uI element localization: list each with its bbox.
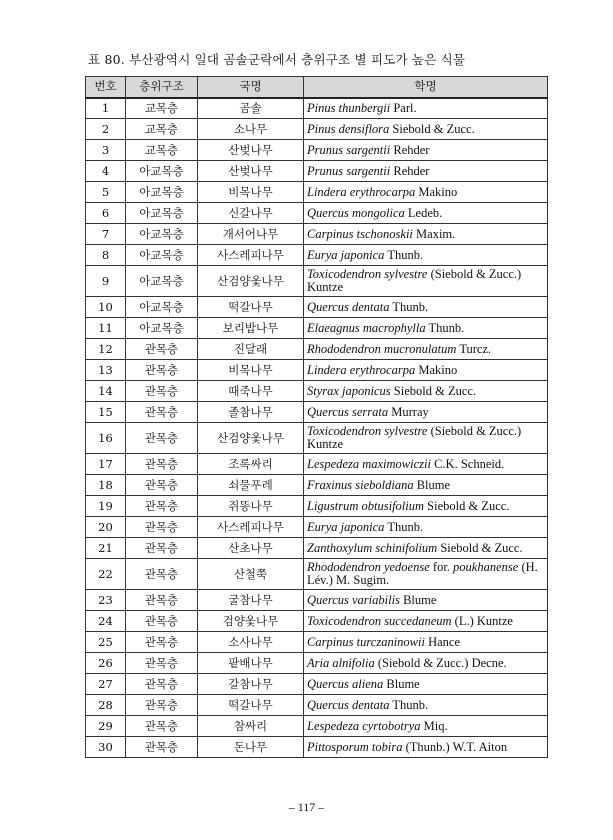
row-layer: 아교목층 bbox=[126, 182, 198, 203]
row-layer: 교목층 bbox=[126, 140, 198, 161]
row-scientific-name bbox=[304, 423, 548, 454]
scientific-name-italic: Quercus dentata bbox=[307, 299, 390, 314]
row-korean-name: 산검양옻나무 bbox=[198, 423, 304, 454]
table-row bbox=[86, 402, 548, 423]
table-row bbox=[86, 182, 548, 203]
table-row bbox=[86, 266, 548, 297]
row-number: 9 bbox=[86, 266, 126, 297]
scientific-author: Ledeb. bbox=[404, 205, 443, 220]
row-korean-name: 떡갈나무 bbox=[198, 695, 304, 716]
row-korean-name: 보리밥나무 bbox=[198, 318, 304, 339]
row-layer: 관목층 bbox=[126, 454, 198, 475]
row-number: 19 bbox=[86, 496, 126, 517]
header-scientific-name: 학명 bbox=[304, 77, 548, 98]
table-row bbox=[86, 360, 548, 381]
row-scientific-name bbox=[304, 140, 548, 161]
scientific-author: Blume bbox=[413, 477, 451, 492]
scientific-author: Blume bbox=[383, 676, 420, 691]
row-scientific-name bbox=[304, 517, 548, 538]
row-korean-name: 돈나무 bbox=[198, 737, 304, 758]
table-row bbox=[86, 98, 548, 119]
scientific-name-italic: poukhanense bbox=[453, 560, 519, 574]
row-number: 18 bbox=[86, 475, 126, 496]
row-korean-name: 굴참나무 bbox=[198, 590, 304, 611]
scientific-author: Siebold & Zucc. bbox=[437, 540, 523, 555]
table-row bbox=[86, 161, 548, 182]
row-layer: 아교목층 bbox=[126, 297, 198, 318]
scientific-author: (Siebold & Zucc.) Kuntze bbox=[307, 424, 522, 451]
scientific-author: Parl. bbox=[390, 100, 417, 115]
row-layer: 관목층 bbox=[126, 632, 198, 653]
scientific-name-italic: Pinus densiflora bbox=[307, 121, 390, 136]
scientific-name-italic: Prunus sargentii bbox=[307, 142, 391, 157]
row-layer: 관목층 bbox=[126, 590, 198, 611]
row-layer: 아교목층 bbox=[126, 203, 198, 224]
row-korean-name: 검양옻나무 bbox=[198, 611, 304, 632]
row-scientific-name bbox=[304, 538, 548, 559]
row-layer: 관목층 bbox=[126, 339, 198, 360]
row-layer: 아교목층 bbox=[126, 161, 198, 182]
table-row bbox=[86, 737, 548, 758]
header-layer: 층위구조 bbox=[126, 77, 198, 98]
scientific-name-italic: Fraxinus sieboldiana bbox=[307, 477, 414, 492]
header-korean-name: 국명 bbox=[198, 77, 304, 98]
table-row bbox=[86, 339, 548, 360]
row-number: 20 bbox=[86, 517, 126, 538]
row-scientific-name bbox=[304, 182, 548, 203]
row-layer: 아교목층 bbox=[126, 266, 198, 297]
row-korean-name: 갈참나무 bbox=[198, 674, 304, 695]
row-korean-name: 개서어나무 bbox=[198, 224, 304, 245]
row-scientific-name bbox=[304, 203, 548, 224]
scientific-name-italic: Aria alnifolia bbox=[307, 655, 375, 670]
scientific-author: Siebold & Zucc. bbox=[390, 383, 477, 398]
row-number: 26 bbox=[86, 653, 126, 674]
row-scientific-name bbox=[304, 590, 548, 611]
row-number: 28 bbox=[86, 695, 126, 716]
table-row bbox=[86, 119, 548, 140]
scientific-name-italic: Lindera erythrocarpa bbox=[307, 184, 416, 199]
table-row bbox=[86, 653, 548, 674]
scientific-name-italic: Lindera erythrocarpa bbox=[307, 362, 416, 377]
scientific-name-italic: Rhododendron yedoense bbox=[307, 560, 430, 574]
scientific-author: Rehder bbox=[390, 142, 430, 157]
scientific-name-italic: Pinus thunbergii bbox=[307, 100, 391, 115]
row-korean-name: 산검양옻나무 bbox=[198, 266, 304, 297]
scientific-name-italic: Elaeagnus macrophylla bbox=[307, 320, 426, 335]
scientific-author: (Thunb.) W.T. Aiton bbox=[402, 739, 508, 754]
table-header bbox=[86, 77, 548, 98]
plant-table bbox=[85, 76, 548, 758]
row-layer: 관목층 bbox=[126, 674, 198, 695]
row-korean-name: 소사나무 bbox=[198, 632, 304, 653]
row-number: 23 bbox=[86, 590, 126, 611]
row-layer: 교목층 bbox=[126, 119, 198, 140]
row-korean-name: 비목나무 bbox=[198, 360, 304, 381]
row-number: 4 bbox=[86, 161, 126, 182]
row-korean-name: 때죽나무 bbox=[198, 381, 304, 402]
scientific-name-italic: Quercus dentata bbox=[307, 697, 390, 712]
scientific-name-italic: Pittosporum tobira bbox=[307, 739, 403, 754]
scientific-name-italic: Ligustrum obtusifolium bbox=[307, 498, 425, 513]
table-row bbox=[86, 695, 548, 716]
row-layer: 관목층 bbox=[126, 402, 198, 423]
scientific-author: Makino bbox=[415, 362, 458, 377]
row-scientific-name bbox=[304, 454, 548, 475]
table-row bbox=[86, 203, 548, 224]
row-scientific-name bbox=[304, 496, 548, 517]
row-number: 8 bbox=[86, 245, 126, 266]
scientific-author: Thunb. bbox=[389, 299, 429, 314]
row-scientific-name bbox=[304, 266, 548, 297]
table-row bbox=[86, 517, 548, 538]
table-row bbox=[86, 590, 548, 611]
row-korean-name: 쥐똥나무 bbox=[198, 496, 304, 517]
scientific-name-italic: Toxicodendron sylvestre bbox=[307, 424, 428, 438]
scientific-author: Maxim. bbox=[412, 226, 456, 241]
row-number: 12 bbox=[86, 339, 126, 360]
row-number: 2 bbox=[86, 119, 126, 140]
row-scientific-name bbox=[304, 339, 548, 360]
row-scientific-name bbox=[304, 475, 548, 496]
row-scientific-name bbox=[304, 632, 548, 653]
row-layer: 관목층 bbox=[126, 559, 198, 590]
row-korean-name: 사스레피나무 bbox=[198, 245, 304, 266]
scientific-name-italic: Eurya japonica bbox=[307, 247, 385, 262]
row-layer: 관목층 bbox=[126, 538, 198, 559]
row-number: 24 bbox=[86, 611, 126, 632]
table-row bbox=[86, 224, 548, 245]
scientific-name-italic: Quercus mongolica bbox=[307, 205, 405, 220]
row-layer: 관목층 bbox=[126, 737, 198, 758]
scientific-name-italic: Carpinus turczaninowii bbox=[307, 634, 425, 649]
row-number: 16 bbox=[86, 423, 126, 454]
row-korean-name: 산초나무 bbox=[198, 538, 304, 559]
row-scientific-name bbox=[304, 297, 548, 318]
row-layer: 관목층 bbox=[126, 496, 198, 517]
scientific-name-italic: Lespedeza cyrtobotrya bbox=[307, 718, 421, 733]
table-row bbox=[86, 423, 548, 454]
scientific-name-italic: Rhododendron mucronulatum bbox=[307, 341, 457, 356]
row-layer: 아교목층 bbox=[126, 224, 198, 245]
table-row bbox=[86, 496, 548, 517]
row-korean-name: 소나무 bbox=[198, 119, 304, 140]
scientific-author: Siebold & Zucc. bbox=[389, 121, 475, 136]
table-caption: 표 80. 부산광역시 일대 곰솔군락에서 층위구조 별 피도가 높은 식물 bbox=[88, 52, 466, 67]
row-layer: 교목층 bbox=[126, 98, 198, 119]
scientific-author: Turcz. bbox=[456, 341, 492, 356]
scientific-name-italic: Eurya japonica bbox=[307, 519, 385, 534]
scientific-author: (Siebold & Zucc.) Decne. bbox=[374, 655, 507, 670]
row-number: 30 bbox=[86, 737, 126, 758]
row-number: 17 bbox=[86, 454, 126, 475]
row-number: 11 bbox=[86, 318, 126, 339]
row-scientific-name bbox=[304, 224, 548, 245]
scientific-author: C.K. Schneid. bbox=[430, 456, 505, 471]
row-korean-name: 신갈나무 bbox=[198, 203, 304, 224]
scientific-name-italic: Toxicodendron succedaneum bbox=[307, 613, 452, 628]
scientific-name-italic: Toxicodendron sylvestre bbox=[307, 267, 428, 281]
page-number: – 117 – bbox=[288, 800, 325, 814]
row-scientific-name bbox=[304, 737, 548, 758]
scientific-author: Makino bbox=[415, 184, 458, 199]
scientific-author: Hance bbox=[424, 634, 461, 649]
row-korean-name: 산철쭉 bbox=[198, 559, 304, 590]
row-layer: 관목층 bbox=[126, 695, 198, 716]
row-korean-name: 진달래 bbox=[198, 339, 304, 360]
row-scientific-name bbox=[304, 360, 548, 381]
table-row bbox=[86, 381, 548, 402]
row-korean-name: 조록싸리 bbox=[198, 454, 304, 475]
row-korean-name: 산벚나무 bbox=[198, 140, 304, 161]
row-scientific-name bbox=[304, 695, 548, 716]
scientific-name-italic: Lespedeza maximowiczii bbox=[307, 456, 431, 471]
row-scientific-name bbox=[304, 402, 548, 423]
row-scientific-name bbox=[304, 653, 548, 674]
table-row bbox=[86, 538, 548, 559]
scientific-author: Siebold & Zucc. bbox=[424, 498, 510, 513]
row-scientific-name bbox=[304, 119, 548, 140]
scientific-name-italic: Zanthoxylum schinifolium bbox=[307, 540, 438, 555]
scientific-author: (Siebold & Zucc.) Kuntze bbox=[307, 267, 522, 294]
row-number: 15 bbox=[86, 402, 126, 423]
table-row bbox=[86, 559, 548, 590]
table-row bbox=[86, 318, 548, 339]
row-scientific-name bbox=[304, 559, 548, 590]
row-scientific-name bbox=[304, 674, 548, 695]
scientific-name-italic: Styrax japonicus bbox=[307, 383, 391, 398]
row-number: 29 bbox=[86, 716, 126, 737]
row-korean-name: 참싸리 bbox=[198, 716, 304, 737]
row-number: 10 bbox=[86, 297, 126, 318]
row-number: 6 bbox=[86, 203, 126, 224]
row-layer: 관목층 bbox=[126, 716, 198, 737]
scientific-author: Murray bbox=[388, 404, 429, 419]
scientific-author: for. bbox=[429, 560, 454, 574]
row-scientific-name bbox=[304, 611, 548, 632]
row-scientific-name bbox=[304, 245, 548, 266]
row-layer: 아교목층 bbox=[126, 245, 198, 266]
row-number: 22 bbox=[86, 559, 126, 590]
scientific-name-italic: Prunus sargentii bbox=[307, 163, 391, 178]
row-korean-name: 곰솔 bbox=[198, 98, 304, 119]
row-scientific-name bbox=[304, 716, 548, 737]
row-number: 27 bbox=[86, 674, 126, 695]
table-row bbox=[86, 716, 548, 737]
table-body bbox=[86, 98, 548, 758]
row-number: 1 bbox=[86, 98, 126, 119]
scientific-name-italic: Quercus serrata bbox=[307, 404, 389, 419]
row-number: 3 bbox=[86, 140, 126, 161]
scientific-author: Rehder bbox=[390, 163, 430, 178]
row-number: 7 bbox=[86, 224, 126, 245]
table-row bbox=[86, 674, 548, 695]
row-korean-name: 사스레피나무 bbox=[198, 517, 304, 538]
scientific-author: Thunb. bbox=[389, 697, 429, 712]
row-layer: 관목층 bbox=[126, 611, 198, 632]
row-layer: 관목층 bbox=[126, 423, 198, 454]
row-number: 14 bbox=[86, 381, 126, 402]
scientific-name-italic: Quercus aliena bbox=[307, 676, 384, 691]
scientific-author: Thunb. bbox=[384, 247, 424, 262]
table-row bbox=[86, 454, 548, 475]
scientific-author: Blume bbox=[399, 592, 437, 607]
row-korean-name: 쇠물푸레 bbox=[198, 475, 304, 496]
table-row bbox=[86, 632, 548, 653]
row-korean-name: 졸참나무 bbox=[198, 402, 304, 423]
row-layer: 관목층 bbox=[126, 381, 198, 402]
row-layer: 관목층 bbox=[126, 360, 198, 381]
row-korean-name: 산벚나무 bbox=[198, 161, 304, 182]
scientific-author: (L.) Kuntze bbox=[451, 613, 513, 628]
row-scientific-name bbox=[304, 98, 548, 119]
row-korean-name: 떡갈나무 bbox=[198, 297, 304, 318]
scientific-author: (H. Lév.) M. Sugim. bbox=[307, 560, 538, 587]
scientific-author: Thunb. bbox=[384, 519, 424, 534]
row-korean-name: 비목나무 bbox=[198, 182, 304, 203]
header-number: 번호 bbox=[86, 77, 126, 98]
row-number: 13 bbox=[86, 360, 126, 381]
table-row bbox=[86, 245, 548, 266]
table-row bbox=[86, 611, 548, 632]
table-row bbox=[86, 140, 548, 161]
row-layer: 관목층 bbox=[126, 517, 198, 538]
row-layer: 관목층 bbox=[126, 653, 198, 674]
row-scientific-name bbox=[304, 161, 548, 182]
row-number: 25 bbox=[86, 632, 126, 653]
scientific-name-italic: Quercus variabilis bbox=[307, 592, 400, 607]
row-layer: 관목층 bbox=[126, 475, 198, 496]
scientific-name-italic: Carpinus tschonoskii bbox=[307, 226, 413, 241]
row-scientific-name bbox=[304, 381, 548, 402]
table-row bbox=[86, 297, 548, 318]
row-korean-name: 팥배나무 bbox=[198, 653, 304, 674]
scientific-author: Miq. bbox=[420, 718, 448, 733]
table-row bbox=[86, 475, 548, 496]
row-number: 21 bbox=[86, 538, 126, 559]
row-scientific-name bbox=[304, 318, 548, 339]
row-layer: 아교목층 bbox=[126, 318, 198, 339]
scientific-author: Thunb. bbox=[425, 320, 465, 335]
row-number: 5 bbox=[86, 182, 126, 203]
